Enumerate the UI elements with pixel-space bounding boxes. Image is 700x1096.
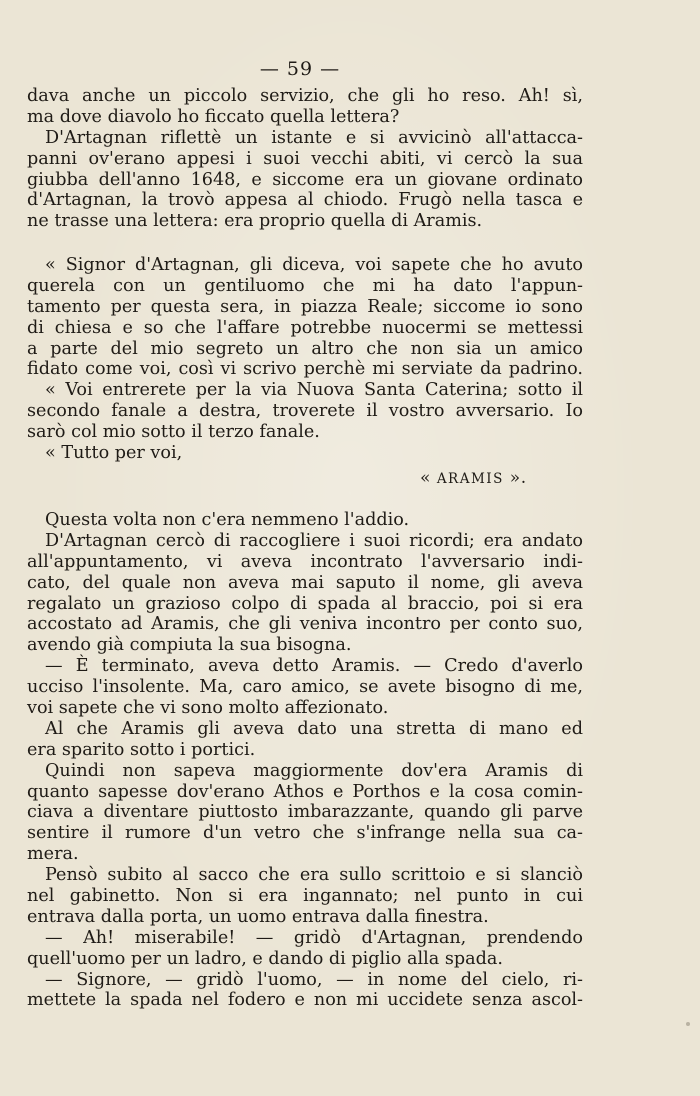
- text-line: di chiesa e so che l'affare potrebbe nuocermi se mettessi: [27, 317, 583, 338]
- text-line: ucciso l'insolente. Ma, caro amico, se avete bisogno di me,: [27, 677, 583, 698]
- text-line: sentire il rumore d'un vetro che s'infrange nella sua ca-: [27, 823, 583, 844]
- text-line: d'Artagnan, la trovò appesa al chiodo. Frugò nella tasca e: [27, 190, 583, 211]
- paragraph-block-1: [27, 86, 583, 232]
- text-line: — È terminato, aveva detto Aramis. — Credo d'averlo: [45, 656, 583, 677]
- text-line: nel gabinetto. Non si era ingannato; nel punto in cui: [27, 886, 583, 907]
- text-line: quell'uomo per un ladro, e dando di piglio alla spada.: [27, 948, 503, 969]
- text-line: accostato ad Aramis, che gli veniva incontro per conto suo,: [27, 614, 583, 635]
- text-line: Pensò subito al sacco che era sullo scrittoio e si slanciò: [45, 865, 583, 886]
- text-line: ciava a diventare piuttosto imbarazzante, quando gli parve: [27, 802, 583, 823]
- text-line: cato, del quale non aveva mai saputo il nome, gli aveva: [27, 572, 583, 593]
- page-number: — 59 —: [259, 58, 341, 80]
- text-line: mettete la spada nel fodero e non mi uccidete senza ascol-: [27, 990, 583, 1011]
- text-line: avendo già compiuta la sua bisogna.: [27, 635, 352, 656]
- paper-speck: [686, 1022, 690, 1026]
- text-line: secondo fanale a destra, troverete il vostro avversario. Io: [27, 401, 583, 422]
- text-line: dava anche un piccolo servizio, che gli ho reso. Ah! sì,: [27, 86, 583, 106]
- text-line: era sparito sotto i portici.: [27, 739, 256, 760]
- text-line: panni ov'erano appesi i suoi vecchi abiti, vi cercò la sua: [27, 148, 583, 169]
- text-line: Questa volta non c'era nemmeno l'addio.: [45, 510, 410, 530]
- text-line: « Tutto per voi,: [45, 443, 183, 464]
- text-line: tamento per questa sera, in piazza Reale; siccome io sono: [27, 296, 583, 317]
- text-line: querela con un gentiluomo che mi ha dato l'appun-: [27, 275, 583, 296]
- text-line: mera.: [27, 844, 79, 865]
- text-line: « Signor d'Artagnan, gli diceva, voi sapete che ho avuto: [45, 255, 583, 275]
- text-line: regalato un grazioso colpo di spada al braccio, poi si era: [27, 593, 583, 614]
- text-line: all'appuntamento, vi aveva incontrato l'avversario indi-: [27, 551, 583, 572]
- letter-block: [27, 255, 583, 464]
- text-line: a parte del mio segreto un altro che non sia un amico: [27, 338, 583, 359]
- text-line: voi sapete che vi sono molto affezionato.: [27, 698, 389, 719]
- text-line: Quindi non sapeva maggiormente dov'era Aramis di: [45, 760, 583, 781]
- signature-name: ARAMIS: [436, 471, 504, 487]
- text-line: fidato come voi, così vi scrivo perchè mi serviate da padrino.: [27, 359, 583, 380]
- text-line: Al che Aramis gli aveva dato una stretta di mano ed: [45, 718, 583, 739]
- text-line: — Signore, — gridò l'uomo, — in nome del cielo, ri-: [45, 969, 583, 990]
- text-line: — Ah! miserabile! — gridò d'Artagnan, prendendo: [45, 927, 583, 948]
- text-line: ne trasse una lettera: era proprio quella di Aramis.: [27, 211, 483, 232]
- signature-open-quote: «: [420, 468, 437, 488]
- text-line: « Voi entrerete per la via Nuova Santa Caterina; sotto il: [45, 380, 583, 401]
- text-line: D'Artagnan riflettè un istante e si avvicinò all'attacca-: [45, 127, 583, 148]
- signature-close-quote: ».: [503, 468, 527, 488]
- text-line: giubba dell'anno 1648, e siccome era un giovane ordinato: [27, 169, 583, 190]
- letter-signature: [420, 468, 527, 488]
- text-line: quanto sapesse dov'erano Athos e Porthos e la cosa comin-: [27, 781, 583, 802]
- text-line: D'Artagnan cercò di raccogliere i suoi ricordi; era andato: [45, 530, 583, 551]
- text-line: ma dove diavolo ho ficcato quella lettera?: [27, 106, 400, 127]
- text-line: entrava dalla porta, un uomo entrava dalla finestra.: [27, 906, 489, 927]
- paragraph-block-3: [27, 510, 583, 1011]
- text-line: sarò col mio sotto il terzo fanale.: [27, 422, 320, 443]
